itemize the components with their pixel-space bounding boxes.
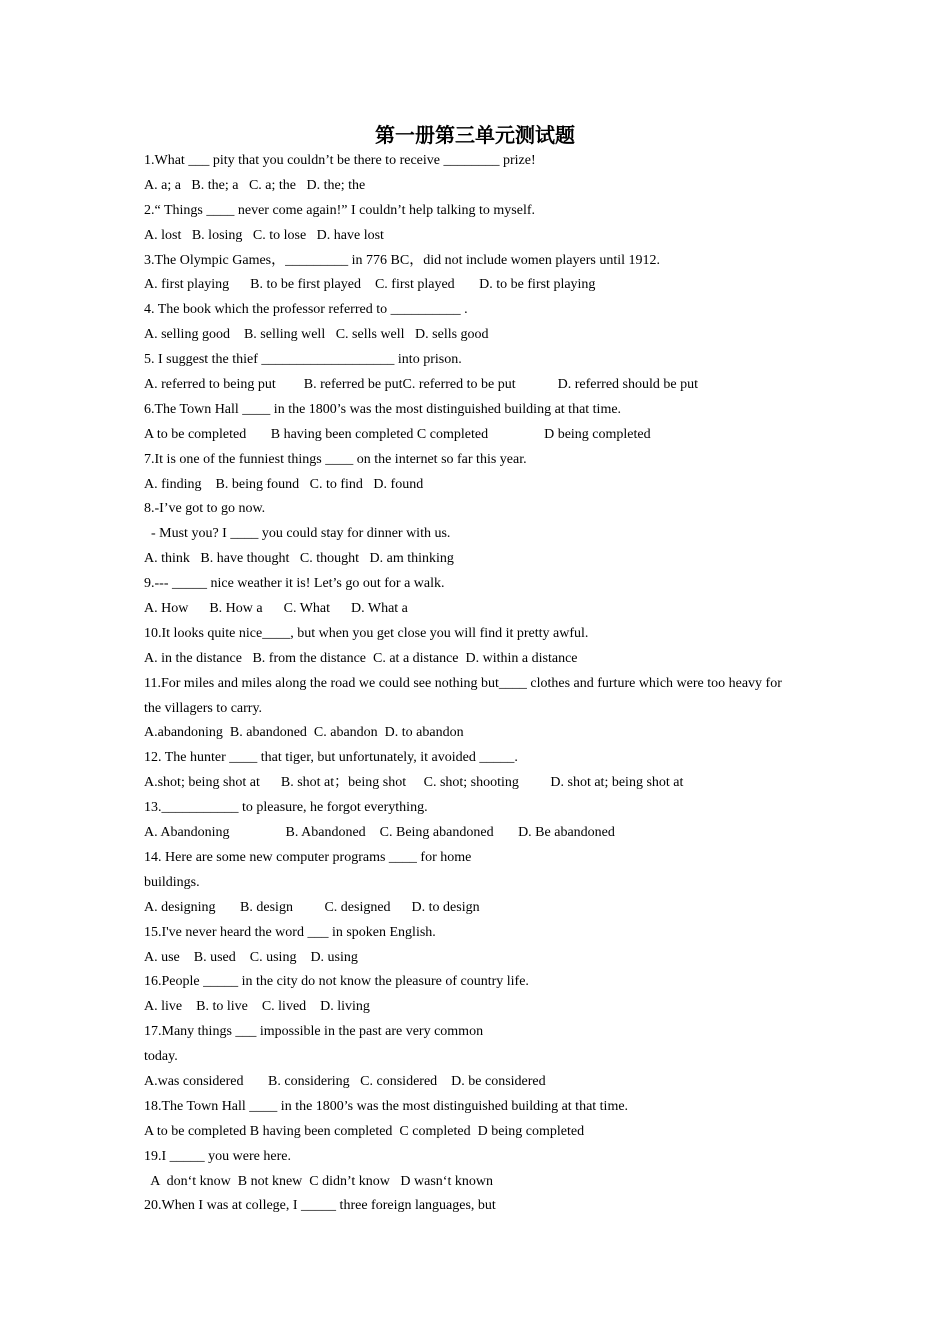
text-line: 3.The Olympic Games，_________ in 776 BC，did not include women players until 1912. xyxy=(144,252,660,268)
text-line: A. designing B. design C. designed D. to design xyxy=(144,899,480,915)
text-line: A. lost B. losing C. to lose D. have lost xyxy=(144,227,384,243)
text-line: A. in the distance B. from the distance C. at a distance D. within a distance xyxy=(144,650,578,666)
text-line: A. referred to being put B. referred be putC. referred to be put D. referred should be put xyxy=(144,377,698,393)
text-line: 12. The hunter ____ that tiger, but unfortunately, it avoided _____. xyxy=(144,750,518,766)
text-line: A.abandoning B. abandoned C. abandon D. to abandon xyxy=(144,725,464,741)
text-line: 18.The Town Hall ____ in the 1800’s was the most distinguished building at that time. xyxy=(144,1098,629,1114)
text-line: 15.I've never heard the word ___ in spoken English. xyxy=(144,924,436,940)
text-line: A. How B. How a C. What D. What a xyxy=(144,601,408,617)
text-line: A. finding B. being found C. to find D. found xyxy=(144,476,424,492)
text-line: - Must you? I ____ you could stay for dinner with us. xyxy=(144,526,451,542)
text-line: 13.___________ to pleasure, he forgot everything. xyxy=(144,800,428,816)
text-line: 8.-I’ve got to go now. xyxy=(144,501,266,517)
text-line: the villagers to carry. xyxy=(144,700,263,716)
text-line: today. xyxy=(144,1049,178,1065)
text-line: A don‘t know B not knew C didn’t know D wasn‘t known xyxy=(144,1173,493,1189)
text-line: 17.Many things ___ impossible in the past are very common xyxy=(144,1024,484,1040)
text-line: A.shot; being shot at B. shot at；being shot C. shot; shooting D. shot at; being shot at xyxy=(144,775,684,791)
text-line: 19.I _____ you were here. xyxy=(144,1148,291,1164)
text-line: 14. Here are some new computer programs ____ for home xyxy=(144,849,472,865)
text-line: 10.It looks quite nice____, but when you get close you will find it pretty awful. xyxy=(144,625,589,641)
text-line: 7.It is one of the funniest things ____ on the internet so far this year. xyxy=(144,451,527,467)
text-line: A to be completed B having been completed C completed D being completed xyxy=(144,1123,585,1139)
question-list xyxy=(144,149,814,1219)
text-line: A. live B. to live C. lived D. living xyxy=(144,999,370,1015)
text-line: A. selling good B. selling well C. sells well D. sells good xyxy=(144,327,489,343)
text-line: A. Abandoning B. Abandoned C. Being abandoned D. Be abandoned xyxy=(144,825,615,841)
text-line: A. first playing B. to be first played C. first played D. to be first playing xyxy=(144,277,596,293)
text-line: 9.--- _____ nice weather it is! Let’s go out for a walk. xyxy=(144,576,445,592)
text-line: buildings. xyxy=(144,874,200,890)
document-title: 第一册第三单元测试题 xyxy=(375,123,575,147)
text-line: A. think B. have thought C. thought D. am thinking xyxy=(144,551,454,567)
text-line: 4. The book which the professor referred to __________ . xyxy=(144,302,468,318)
text-line: A. use B. used C. using D. using xyxy=(144,949,358,965)
text-line: 6.The Town Hall ____ in the 1800’s was the most distinguished building at that time. xyxy=(144,401,622,417)
text-line: 2.“ Things ____ never come again!” I couldn’t help talking to myself. xyxy=(144,202,535,218)
text-line: 20.When I was at college, I _____ three foreign languages, but xyxy=(144,1198,496,1214)
text-line: 5. I suggest the thief ___________________ into prison. xyxy=(144,352,462,368)
text-line: 1.What ___ pity that you couldn’t be there to receive ________ prize! xyxy=(144,153,536,168)
text-line: 16.People _____ in the city do not know the pleasure of country life. xyxy=(144,974,529,990)
text-line: 11.For miles and miles along the road we could see nothing but____ clothes and furture which were too heavy for xyxy=(144,675,782,691)
text-line: A to be completed B having been completed C completed D being completed xyxy=(144,426,651,442)
text-line: A.was considered B. considering C. considered D. be considered xyxy=(144,1073,546,1089)
text-line: A. a; a B. the; a C. a; the D. the; the xyxy=(144,177,366,193)
